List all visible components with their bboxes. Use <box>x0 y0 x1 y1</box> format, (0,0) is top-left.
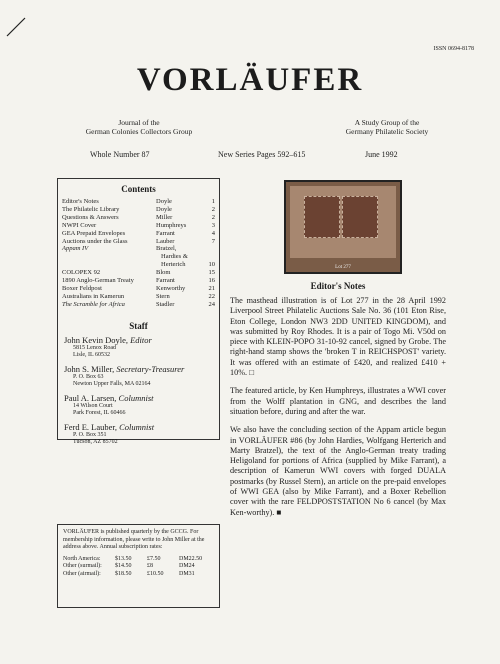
toc-row: Hardies & <box>161 253 188 261</box>
toc-row: GEA Prepaid Envelopes Farrant 4 <box>62 229 215 237</box>
subscription-rates <box>63 556 214 579</box>
whole-number: Whole Number 87 <box>90 150 150 159</box>
toc-row: 1890 Anglo-German Treaty Farrant 16 <box>62 277 215 285</box>
editor-notes-title: Editor's Notes <box>310 281 366 291</box>
left-column <box>57 178 220 608</box>
toc-row: Questions & Answers Miller 2 <box>62 213 215 221</box>
toc-row: The Scramble for Africa Stadler 24 <box>62 300 215 308</box>
masthead-illustration <box>284 180 402 274</box>
editor-notes-paragraph: The featured article, by Ken Humphreys, illustrates a WWI cover from the Wolff plantation in GNG, and describes the land situation before, during and after the war. <box>230 386 446 416</box>
toc-row: Boxer Feldpost Kenworthy 21 <box>62 284 215 292</box>
stamp-left-icon <box>304 196 340 238</box>
toc-row: The Philatelic Library Doyle 2 <box>62 205 215 213</box>
study-group-description: A Study Group of the Germany Philatelic Society <box>345 118 429 136</box>
membership-box <box>57 524 220 608</box>
rate-row: Other (surmail): $14.50 £8 DM24 <box>63 563 195 569</box>
journal-description: Journal of the German Colonies Collectors Group <box>85 118 193 136</box>
toc-row: COLOPEX 92 Blom 15 <box>62 269 215 277</box>
cover-piece <box>290 186 396 258</box>
series-pages: New Series Pages 592–615 <box>218 150 306 159</box>
right-column <box>230 180 446 526</box>
toc-row: Australians in Kamerun Stern 22 <box>62 292 215 300</box>
contents-list <box>58 198 219 309</box>
staff-list <box>58 335 219 447</box>
masthead-title: VORLÄUFER <box>136 62 364 98</box>
editor-notes-body <box>230 296 446 518</box>
issue-date: June 1992 <box>365 150 398 159</box>
contents-box <box>57 178 220 446</box>
rate-row: North America: $13.50 £7.50 DM22.50 <box>63 555 203 562</box>
issn-number: ISSN 0694-8178 <box>433 46 474 52</box>
membership-text: VORLÄUFER is published quarterly by the GCCG. For membership information, please write to John Miller at the address above. Annual subscription rates: <box>63 529 205 550</box>
rate-row: Other (airmail): $18.50 £10.50 DM31 <box>63 570 195 577</box>
editor-notes-paragraph: The masthead illustration is of Lot 277 in the 28 April 1992 Liverpool Street Philatelic Auctions Sale No. 36 (101 Eton Rise, Eton College, London NW3 2DD UNITED KINGDOM), and was submitted by Roy Rhodes. It is a pair of Togo Mi. V50d on piece with KLEIN-POPO 31-10-92 cancel, signed by Grobe. The right-hand stamp shows the 'broken T in REICHSPOST' variety. It was offered with an estimate of £420, and realized £410 + 10%. □ <box>230 296 446 378</box>
contents-title: Contents <box>121 184 156 194</box>
stamp-right-icon <box>342 196 378 238</box>
staff-member: Ferd E. Lauber, Columnist P. O. Box 351 Tucson, AZ 85702 <box>64 421 155 446</box>
staff-member: John S. Miller, Secretary-Treasurer P. O. Box 63 Newton Upper Falls, MA 02164 <box>64 363 185 388</box>
illustration-caption: Lot 277 <box>335 265 351 270</box>
editor-notes-paragraph: We also have the concluding section of the Appam article begun in VORLÄUFER #86 (by John Hardies, Wolfgang Herterich and Marty Bratzel), the text of the Anglo-German treaty trading Heligoland for portions of Africa (supplied by Mike Farrant), a description of Kamerun WWI covers with forged DUALA postmarks (by Russel Stern), an article on the pre-paid envelopes of WWI GEA (also by Mike Farrant), and a Boxer Rebellion cover with the rare FELDPOSTSTATION No 6 cancel (by Max Ken-worthy). ■ <box>230 425 446 517</box>
toc-row: Herterich 10 <box>161 261 215 269</box>
toc-row: Auctions under the Glass Lauber 7 <box>62 237 215 245</box>
toc-row: NWPI Cover Humphreys 3 <box>62 221 215 229</box>
staff-member: John Kevin Doyle, Editor 5815 Lenox Road Lisle, IL 60532 <box>64 334 152 359</box>
staff-title: Staff <box>129 320 148 331</box>
staff-member: Paul A. Larsen, Columnist 14 Wilson Court Park Forest, IL 60466 <box>64 392 154 417</box>
toc-row: Appam IV Bratzel, <box>62 245 177 253</box>
toc-row: Editor's Notes Doyle 1 <box>62 198 215 205</box>
pen-mark-icon <box>5 16 27 38</box>
